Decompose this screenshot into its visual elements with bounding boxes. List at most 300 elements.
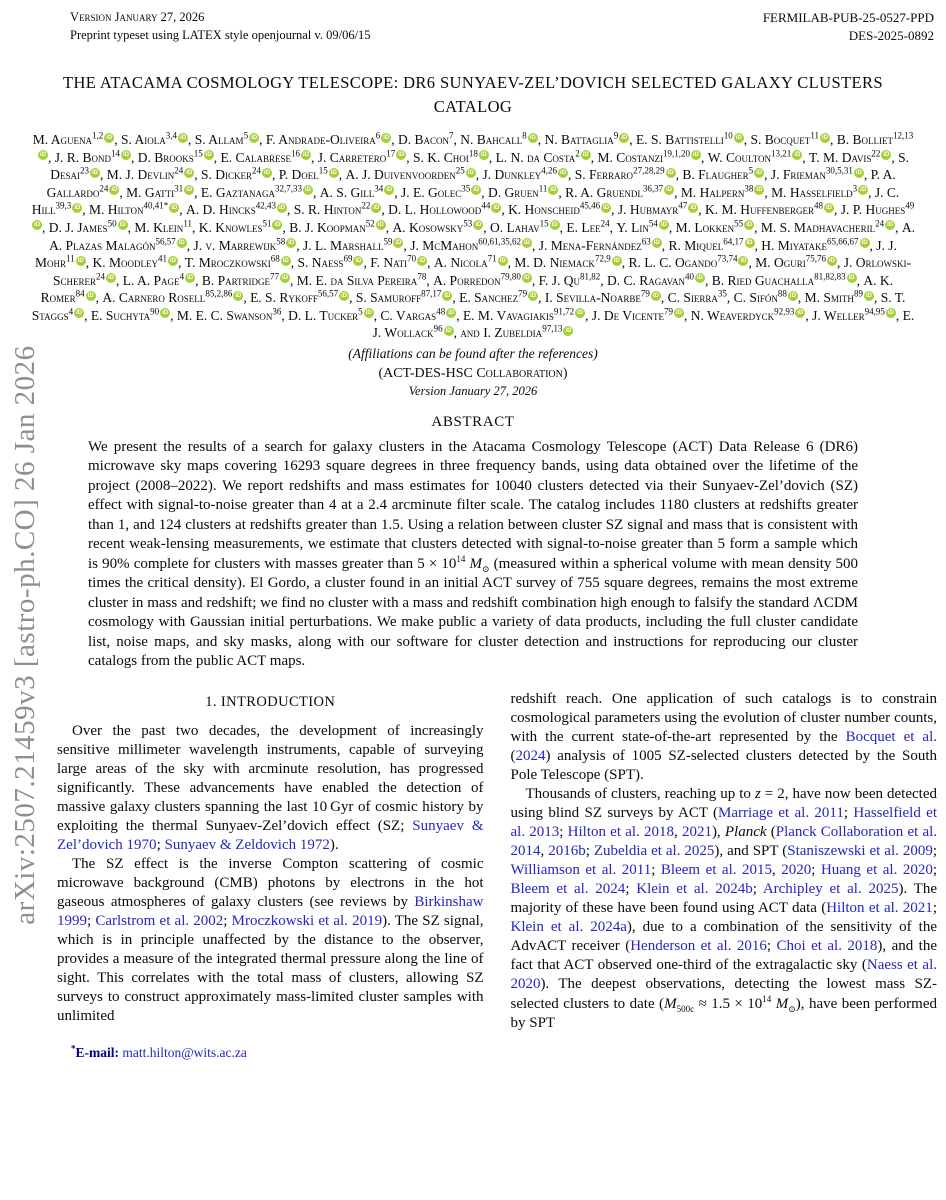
author-name: S. Naess	[297, 255, 344, 271]
author-name: M. D. Niemack	[514, 255, 595, 271]
orcid-icon[interactable]: iD	[448, 310, 455, 317]
orcid-icon[interactable]: iD	[828, 257, 835, 264]
orcid-icon[interactable]: iD	[473, 187, 480, 194]
orcid-icon[interactable]: iD	[282, 257, 289, 264]
arxiv-watermark: arXiv:2507.21459v3 [astro-ph.CO] 26 Jan 2026	[9, 345, 41, 925]
orcid-icon[interactable]: iD	[186, 169, 193, 176]
author	[401, 185, 481, 200]
orcid-icon[interactable]: iD	[865, 292, 872, 299]
orcid-icon[interactable]: iD	[383, 134, 390, 141]
abstract-text: We present the results of a search for galaxy clusters in the Atacama Cosmology Telescope (ACT) Data Release 6 (DR6) microwave sky maps covering 16293 square degrees in three frequency bands, using data obtained over the lifetime of the project (2008–2022). We report redshifts and mass estimates for 10040 clusters detected via their Sunyaev-Zel’dovich (SZ) effect with signal-to-noise greater than 4 at a 2.4 arcminute filter scale. The catalog includes 1180 clusters at redshifts greater than 1, and 124 clusters at redshifts greater than 1.5. Using a relation between cluster SZ signal and mass that is consistent with recent weak-lensing measurements, we estimate that clusters detected with signal-to-noise greater than 5 form a sample which is 90% complete for clusters with masses greater than $5 \times 10^{14}$ $M_⊙$ (measured within a spherical volume with mean density 500 times the critical density). El Gordo, a cluster found in an initial ACT survey of 755 square degrees, remains the most extreme cluster in mass and redshift; we find no cluster with a mass and redshift combination high enough to falsify the standard ΛCDM cosmology with Gaussian initial perturbations. We make public a variety of data products, including the full cluster candidate list, noise maps, and sky masks, along with our software for cluster detection and instructions for reproducing our cluster catalogs from the public ACT maps.	[88, 438, 859, 670]
affiliation-superscript: 24	[99, 183, 109, 194]
affiliation-superscript: 79,80	[500, 271, 521, 282]
orcid-icon[interactable]: iD	[621, 134, 628, 141]
affiliation-superscript: 97,13	[542, 323, 563, 334]
author-name: B. Partridge	[201, 272, 271, 288]
citation-link[interactable]: Mroczkowski et al. 2019	[231, 913, 383, 930]
orcid-icon[interactable]: iD	[373, 204, 380, 211]
orcid-icon[interactable]: iD	[860, 187, 867, 194]
affiliation-superscript: 54	[648, 218, 658, 229]
orcid-icon[interactable]: iD	[288, 240, 295, 246]
author	[460, 132, 538, 147]
author-name: B. Ried Guachalla	[711, 272, 815, 288]
affiliation-superscript: 11	[538, 183, 548, 194]
orcid-icon[interactable]: iD	[108, 275, 115, 282]
author-name: E. Lee	[566, 219, 601, 235]
author	[545, 132, 630, 147]
affiliation-superscript: 92,93	[774, 306, 795, 317]
orcid-icon[interactable]: iD	[304, 187, 311, 194]
author	[297, 273, 427, 288]
author	[177, 308, 282, 323]
version-note: Version January 27, 2026	[408, 383, 538, 398]
author-name: E. S. Rykoff	[250, 290, 318, 306]
affiliation-superscript: 24	[875, 218, 885, 229]
citation-link[interactable]: Klein et al. 2024a	[510, 919, 627, 936]
orcid-icon[interactable]: iD	[613, 257, 620, 264]
orcid-icon[interactable]: iD	[475, 222, 482, 229]
author	[195, 132, 259, 147]
author-name: S. T. Staggs	[31, 290, 906, 323]
author	[320, 185, 395, 200]
header-right	[763, 9, 934, 45]
affiliation-superscript: 27,28,29	[633, 165, 665, 176]
orcid-icon[interactable]: iD	[87, 292, 94, 299]
orcid-icon[interactable]: iD	[282, 275, 289, 282]
affiliation-superscript: 24	[174, 165, 184, 176]
author	[539, 238, 662, 253]
affiliation-superscript: 2	[575, 148, 580, 159]
author	[636, 132, 744, 147]
author	[289, 220, 386, 235]
citation-link[interactable]: Hilton et al. 2021	[826, 900, 933, 917]
citation-link[interactable]: Sunyaev & Zeldovich 1972	[164, 837, 330, 854]
author	[668, 290, 727, 305]
author	[126, 185, 194, 200]
orcid-icon[interactable]: iD	[756, 187, 763, 194]
affiliation-superscript: 36	[272, 306, 282, 317]
orcid-icon[interactable]: iD	[499, 257, 506, 264]
orcid-icon[interactable]: iD	[123, 152, 129, 159]
intro-paragraph-4: Thousands of clusters, reaching up to z = 2, have now been detected using blind SZ surveys by ACT (Marriage et al. 2011; Hasselfield et al. 2013; Hilton et al. 2018, 2021), Planck (Planck Collaboration et al. 2014, 2016b; Zubeldia et al. 2025), and SPT (Staniszewski et al. 2009; Williamson et al. 2011; Bleem et al. 2015, 2020; Huang et al. 2020; Bleem et al. 2024; Klein et al. 2024b; Archipley et al. 2025). The majority of these have been found using ACT data (Hilton et al. 2021; Klein et al. 2024a), due to a combination of the sensitivity of the AdvACT receiver (Henderson et al. 2016; Choi et al. 2018), and the fact that ACT observed one-third of the extragalactic sky (Naess et al. 2020). The deepest observations, detecting the lowest mass SZ-selected clusters to date ($M_{500c} \approx 1.5 \times 10^{14}$ $M_⊙$), have been performed by SPT	[510, 786, 938, 1031]
author-name: M. Oguri	[755, 255, 806, 271]
orcid-icon[interactable]: iD	[365, 310, 372, 317]
orcid-icon[interactable]: iD	[39, 152, 46, 159]
author-name: M. Hilton	[88, 202, 144, 218]
citation-link[interactable]: Archipley et al. 2025	[762, 881, 899, 898]
orcid-icon[interactable]: iD	[169, 257, 176, 264]
affiliation-superscript: 58	[276, 236, 286, 246]
orcid-icon[interactable]: iD	[77, 257, 84, 264]
affiliation-superscript: 88	[777, 288, 787, 299]
author-name: F. Andrade-Oliveira	[265, 132, 376, 148]
preprint-note: Preprint typeset using LATEX style openjournal v. 09/06/15	[70, 27, 371, 42]
author	[592, 308, 684, 323]
citation-link[interactable]: 2024	[515, 747, 546, 764]
author-name: J. Weller	[812, 307, 865, 323]
author-name: J. De Vicente	[591, 307, 664, 323]
author	[539, 273, 601, 288]
affiliation-superscript: 14	[111, 148, 120, 159]
affiliation-superscript: 4	[68, 306, 74, 317]
orcid-icon[interactable]: iD	[666, 187, 673, 194]
author	[490, 220, 560, 235]
orcid-icon[interactable]: iD	[355, 257, 362, 264]
author-name: M. Aguena	[32, 132, 93, 148]
affiliation-superscript: 52	[365, 218, 375, 229]
orcid-icon[interactable]: iD	[377, 222, 384, 229]
citation-link[interactable]: Zubeldia et al. 2025	[593, 843, 715, 860]
orcid-icon[interactable]: iD	[111, 187, 118, 194]
orcid-icon[interactable]: iD	[735, 134, 742, 141]
affiliation-superscript: 22	[871, 148, 881, 159]
author-name: K. Moodley	[92, 255, 158, 271]
affiliation-superscript: 31	[174, 183, 184, 194]
author	[616, 220, 669, 235]
affiliation-superscript: 65,66,67	[827, 236, 859, 246]
orcid-icon[interactable]: iD	[106, 134, 113, 141]
author-name: D. L. Tucker	[288, 307, 359, 323]
author	[607, 273, 705, 288]
affiliation-superscript: 40	[684, 271, 694, 282]
collaboration-name: (ACT-DES-HSC Collaboration)	[378, 365, 568, 381]
author	[483, 167, 569, 182]
author	[388, 202, 501, 217]
author	[628, 255, 748, 270]
affiliation-superscript: 45,46	[579, 200, 601, 211]
author	[393, 220, 484, 235]
version-date: Version January 27, 2026	[70, 10, 205, 24]
author-name: I. Zubeldia	[483, 325, 543, 341]
page-header	[0, 0, 946, 45]
author-name: S. Desai	[50, 149, 910, 183]
orcid-icon[interactable]: iD	[582, 152, 589, 159]
author-name: J. E. Golec	[400, 184, 462, 200]
author-name: M. E. da Silva Pereira	[296, 272, 418, 288]
orcid-icon[interactable]: iD	[826, 204, 833, 211]
author	[398, 132, 454, 147]
header-left	[70, 9, 371, 44]
author-name: B. Bolliet	[836, 132, 893, 148]
orcid-icon[interactable]: iD	[444, 292, 451, 299]
orcid-icon[interactable]: iD	[178, 240, 185, 246]
citation-link[interactable]: Sunyaev & Zel’dovich 1970	[57, 818, 484, 854]
author	[413, 150, 489, 165]
author	[91, 308, 170, 323]
affiliation-superscript: 85,2,86	[205, 288, 233, 299]
orcid-icon[interactable]: iD	[330, 169, 337, 176]
author-name: N. Bahcall	[460, 132, 523, 148]
author	[755, 255, 837, 270]
orcid-icon[interactable]: iD	[180, 134, 187, 141]
orcid-icon[interactable]: iD	[76, 310, 83, 317]
orcid-icon[interactable]: iD	[480, 152, 487, 159]
author	[370, 255, 427, 270]
citation-link[interactable]: Hilton et al. 2018	[567, 824, 674, 841]
author	[346, 167, 476, 182]
author	[201, 167, 272, 182]
author	[288, 308, 374, 323]
author-name: J. Hubmayr	[617, 202, 679, 218]
author	[201, 185, 313, 200]
citation-link[interactable]: Staniszewski et al. 2009	[787, 843, 933, 860]
orcid-icon[interactable]: iD	[693, 152, 700, 159]
citation-link[interactable]: Bleem et al. 2015	[660, 862, 772, 879]
affiliation-superscript: 22	[361, 200, 371, 211]
affiliation-superscript: 11	[66, 253, 75, 264]
orcid-icon[interactable]: iD	[467, 169, 474, 176]
orcid-icon[interactable]: iD	[667, 169, 674, 176]
orcid-icon[interactable]: iD	[821, 134, 828, 141]
orcid-icon[interactable]: iD	[551, 222, 558, 229]
orcid-icon[interactable]: iD	[653, 240, 660, 246]
author-name: M. Klein	[134, 219, 184, 235]
author-name: F. Nati	[370, 255, 408, 271]
orcid-icon[interactable]: iD	[445, 327, 452, 334]
orcid-icon[interactable]: iD	[74, 204, 81, 211]
orcid-icon[interactable]: iD	[861, 240, 868, 246]
author	[488, 185, 558, 200]
citation-link[interactable]: Bocquet et al.	[845, 728, 937, 745]
affiliation-superscript: 56,57	[155, 236, 176, 246]
orcid-icon[interactable]: iD	[696, 275, 703, 282]
orcid-icon[interactable]: iD	[560, 169, 567, 176]
abstract-heading: ABSTRACT	[431, 413, 515, 430]
affiliation-superscript: 7	[449, 130, 454, 141]
orcid-icon[interactable]: iD	[550, 187, 557, 194]
author-name: J. J. Mohr	[35, 237, 897, 271]
affiliation-superscript: 24	[96, 271, 106, 282]
orcid-icon[interactable]: iD	[186, 187, 193, 194]
two-column-body	[0, 672, 946, 1061]
author-name: B. Flaugher	[682, 167, 749, 183]
citation-link[interactable]: Planck Collaboration et al. 2014	[510, 824, 938, 860]
orcid-icon[interactable]: iD	[523, 275, 530, 282]
affiliation-superscript: 51	[262, 218, 272, 229]
orcid-icon[interactable]: iD	[789, 292, 796, 299]
author	[89, 202, 179, 217]
orcid-icon[interactable]: iD	[274, 222, 281, 229]
author-name: S. Dicker	[201, 167, 253, 183]
author-name: C. Sierra	[667, 290, 718, 306]
citation-link[interactable]: 2016b	[548, 843, 586, 860]
author	[55, 150, 131, 165]
author-name: R. L. C. Ogando	[628, 255, 718, 271]
affiliation-superscript: 89	[853, 288, 863, 299]
affiliation-superscript: 69	[343, 253, 353, 264]
author	[691, 308, 806, 323]
author	[199, 220, 283, 235]
orcid-icon[interactable]: iD	[171, 204, 178, 211]
section-heading-introduction: 1. INTRODUCTION	[205, 693, 336, 710]
affiliation-superscript: 15	[193, 148, 203, 159]
affiliation-superscript: 50	[107, 218, 117, 229]
citation-link[interactable]: Naess et al. 2020	[510, 957, 937, 993]
citation-link[interactable]: Birkinshaw 1999	[57, 894, 484, 930]
author-name: A. Kosowsky	[392, 219, 464, 235]
orcid-icon[interactable]: iD	[341, 292, 348, 299]
orcid-icon[interactable]: iD	[395, 240, 402, 246]
intro-paragraph-2: The SZ effect is the inverse Compton scattering of cosmic microwave background (CMB) photons by electrons in the hot gaseous atmospheres of galaxy clusters (see reviews by Birkinshaw 1999; Carlstrom et al. 2002; Mroczkowski et al. 2019). The SZ signal, which is in principle unaffected by the distance to the observer, provides a measure of the integrated thermal pressure along the line of sight. This correlates with the total mass of clusters, allowing SZ surveys to construct approximately mass-limited cluster samples with unlimited	[57, 856, 484, 1025]
orcid-icon[interactable]: iD	[251, 134, 258, 141]
affiliation-superscript: 35	[717, 288, 727, 299]
citation-link[interactable]: Hasselfield et al. 2013	[510, 805, 937, 841]
orcid-icon[interactable]: iD	[278, 204, 285, 211]
orcid-icon[interactable]: iD	[303, 152, 310, 159]
author	[597, 150, 701, 165]
author-name: S. Ferraro	[574, 167, 634, 183]
orcid-icon[interactable]: iD	[883, 152, 890, 159]
affiliation-superscript: 5	[358, 306, 363, 317]
orcid-icon[interactable]: iD	[848, 275, 855, 282]
orcid-icon[interactable]: iD	[746, 240, 753, 246]
author-name: A. Carnero Rosell	[102, 290, 206, 306]
author	[186, 202, 287, 217]
affiliation-superscript: 64,17	[723, 236, 744, 246]
author	[356, 290, 453, 305]
author-name: J. P. Hughes	[840, 202, 906, 218]
author	[734, 290, 798, 305]
author	[514, 255, 621, 270]
orcid-icon[interactable]: iD	[887, 222, 894, 229]
orcid-icon[interactable]: iD	[162, 310, 169, 317]
affiliation-superscript: 77	[270, 271, 280, 282]
citation-link[interactable]: Marriage et al. 2011	[718, 805, 844, 822]
orcid-icon[interactable]: iD	[398, 152, 405, 159]
orcid-icon[interactable]: iD	[740, 257, 747, 264]
author-name: P. Doel	[278, 167, 319, 183]
orcid-icon[interactable]: iD	[652, 292, 659, 299]
author	[294, 202, 382, 217]
author-name: P. A. Gallardo	[46, 167, 896, 200]
affiliation-superscript: 68	[270, 253, 280, 264]
author-name: J. Carretero	[317, 149, 387, 165]
orcid-icon[interactable]: iD	[493, 204, 500, 211]
affiliation-superscript: 94,95	[864, 306, 885, 317]
orcid-icon[interactable]: iD	[235, 292, 242, 299]
author	[809, 150, 891, 165]
affiliation-superscript: 47	[678, 200, 688, 211]
orcid-icon[interactable]: iD	[603, 204, 610, 211]
affiliation-superscript: 87,17	[421, 288, 442, 299]
author-name: B. J. Koopman	[289, 219, 366, 235]
citation-link[interactable]: Henderson et al. 2016	[630, 938, 767, 955]
orcid-icon[interactable]: iD	[855, 169, 862, 176]
author	[303, 238, 404, 253]
author	[250, 290, 349, 305]
affiliation-superscript: 5	[243, 130, 249, 141]
report-number-des: DES-2025-0892	[848, 28, 934, 44]
orcid-icon[interactable]: iD	[746, 222, 753, 229]
author	[297, 255, 363, 270]
orcid-icon[interactable]: iD	[524, 240, 530, 246]
orcid-icon[interactable]: iD	[756, 169, 763, 176]
author-name: A. K. Romer	[40, 272, 893, 306]
orcid-icon[interactable]: iD	[119, 222, 126, 229]
email-link[interactable]: matt.hilton@wits.ac.za	[122, 1044, 247, 1060]
affiliation-superscript: 17	[386, 148, 396, 159]
author-name: A. S. Gill	[319, 184, 375, 200]
citation-link[interactable]: Choi et al. 2018	[776, 938, 878, 955]
orcid-icon[interactable]: iD	[34, 222, 41, 229]
author-name: E. Gaztanaga	[200, 184, 275, 200]
author-name: C. Sifón	[733, 290, 778, 306]
orcid-icon[interactable]: iD	[660, 222, 667, 229]
orcid-icon[interactable]: iD	[187, 275, 194, 282]
orcid-icon[interactable]: iD	[797, 310, 804, 317]
affiliation-superscript: 9	[613, 130, 619, 141]
author-name: I. Sevilla-Noarbe	[544, 290, 641, 306]
orcid-icon[interactable]: iD	[565, 327, 572, 334]
footnote-label: *E-mail:	[71, 1043, 123, 1060]
author-name: C. Vargas	[380, 307, 437, 323]
orcid-icon[interactable]: iD	[205, 152, 212, 159]
citation-link[interactable]: Carlstrom et al. 2002	[95, 913, 224, 930]
intro-paragraph-1: Over the past two decades, the development of increasingly sensitive millimeter wavelength instruments, capable of surveying large areas of the sky with arcminute resolution, has progressed significantly. These advancements have enabled the detection of massive galaxy clusters spanning the last 10 Gyr of cosmic history by exploiting the thermal Sunyaev-Zel’dovich effect (SZ; Sunyaev & Zel’dovich 1970; Sunyaev & Zeldovich 1972).	[57, 722, 484, 854]
orcid-icon[interactable]: iD	[92, 169, 98, 176]
author-name: S. R. Hinton	[293, 202, 362, 218]
orcid-icon[interactable]: iD	[386, 187, 393, 194]
author	[33, 132, 115, 147]
affiliation-superscript: 16	[291, 148, 301, 159]
author-name: S. Allam	[194, 132, 244, 148]
citation-link[interactable]: 2020	[781, 862, 812, 879]
paper-title: THE ATACAMA COSMOLOGY TELESCOPE: DR6 SUNYAEV-ZEL’DOVICH SELECTED GALAXY CLUSTERS CATALOG	[63, 73, 883, 117]
orcid-icon[interactable]: iD	[529, 134, 536, 141]
author	[708, 150, 803, 165]
author	[193, 238, 296, 253]
orcid-icon[interactable]: iD	[264, 169, 271, 176]
author-name: J. v. Marrewijk	[193, 237, 277, 253]
affiliation-superscript: 91,72	[553, 306, 575, 317]
author	[566, 220, 609, 235]
author-name: J. R. Bond	[54, 149, 111, 165]
orcid-icon[interactable]: iD	[690, 204, 697, 211]
citation-link[interactable]: Huang et al. 2020	[820, 862, 933, 879]
author	[508, 202, 611, 217]
author-name: T. M. Davis	[809, 149, 872, 165]
author	[459, 290, 538, 305]
affiliation-superscript: 10	[723, 130, 733, 141]
orcid-icon[interactable]: iD	[794, 152, 801, 159]
affiliation-superscript: 44	[481, 200, 491, 211]
orcid-icon[interactable]: iD	[676, 310, 682, 317]
author-name: T. Mroczkowski	[184, 255, 271, 271]
author	[812, 308, 896, 323]
author-name: S. Samuroff	[355, 290, 422, 306]
citation-link[interactable]: Klein et al. 2024b	[636, 881, 753, 898]
orcid-icon[interactable]: iD	[887, 310, 894, 317]
author	[107, 167, 195, 182]
author: and I. Zubeldia$^{97,13}$ iD	[460, 323, 572, 341]
author	[771, 185, 868, 200]
author-name: A. J. Duivenvoorden	[345, 167, 456, 183]
orcid-icon[interactable]: iD	[530, 292, 537, 299]
affiliation-superscript: 32,7,33	[274, 183, 302, 194]
author-name: J. Mena-Fernández	[538, 237, 642, 253]
citation-link[interactable]: Bleem et al. 2024	[510, 881, 626, 898]
author-name: A. Porredon	[433, 272, 501, 288]
author-name: E. Calabrese	[220, 149, 292, 165]
author	[669, 238, 755, 253]
affiliation-superscript: 75,76	[805, 253, 826, 264]
citation-link[interactable]: 2021	[681, 824, 712, 841]
report-number-fermilab: FERMILAB-PUB-25-0527-PPD	[762, 10, 934, 25]
citation-link[interactable]: Williamson et al. 2011	[510, 862, 652, 879]
author-name: K. M. Huffenberger	[705, 202, 815, 218]
orcid-icon[interactable]: iD	[419, 257, 426, 264]
orcid-icon[interactable]: iD	[577, 310, 584, 317]
